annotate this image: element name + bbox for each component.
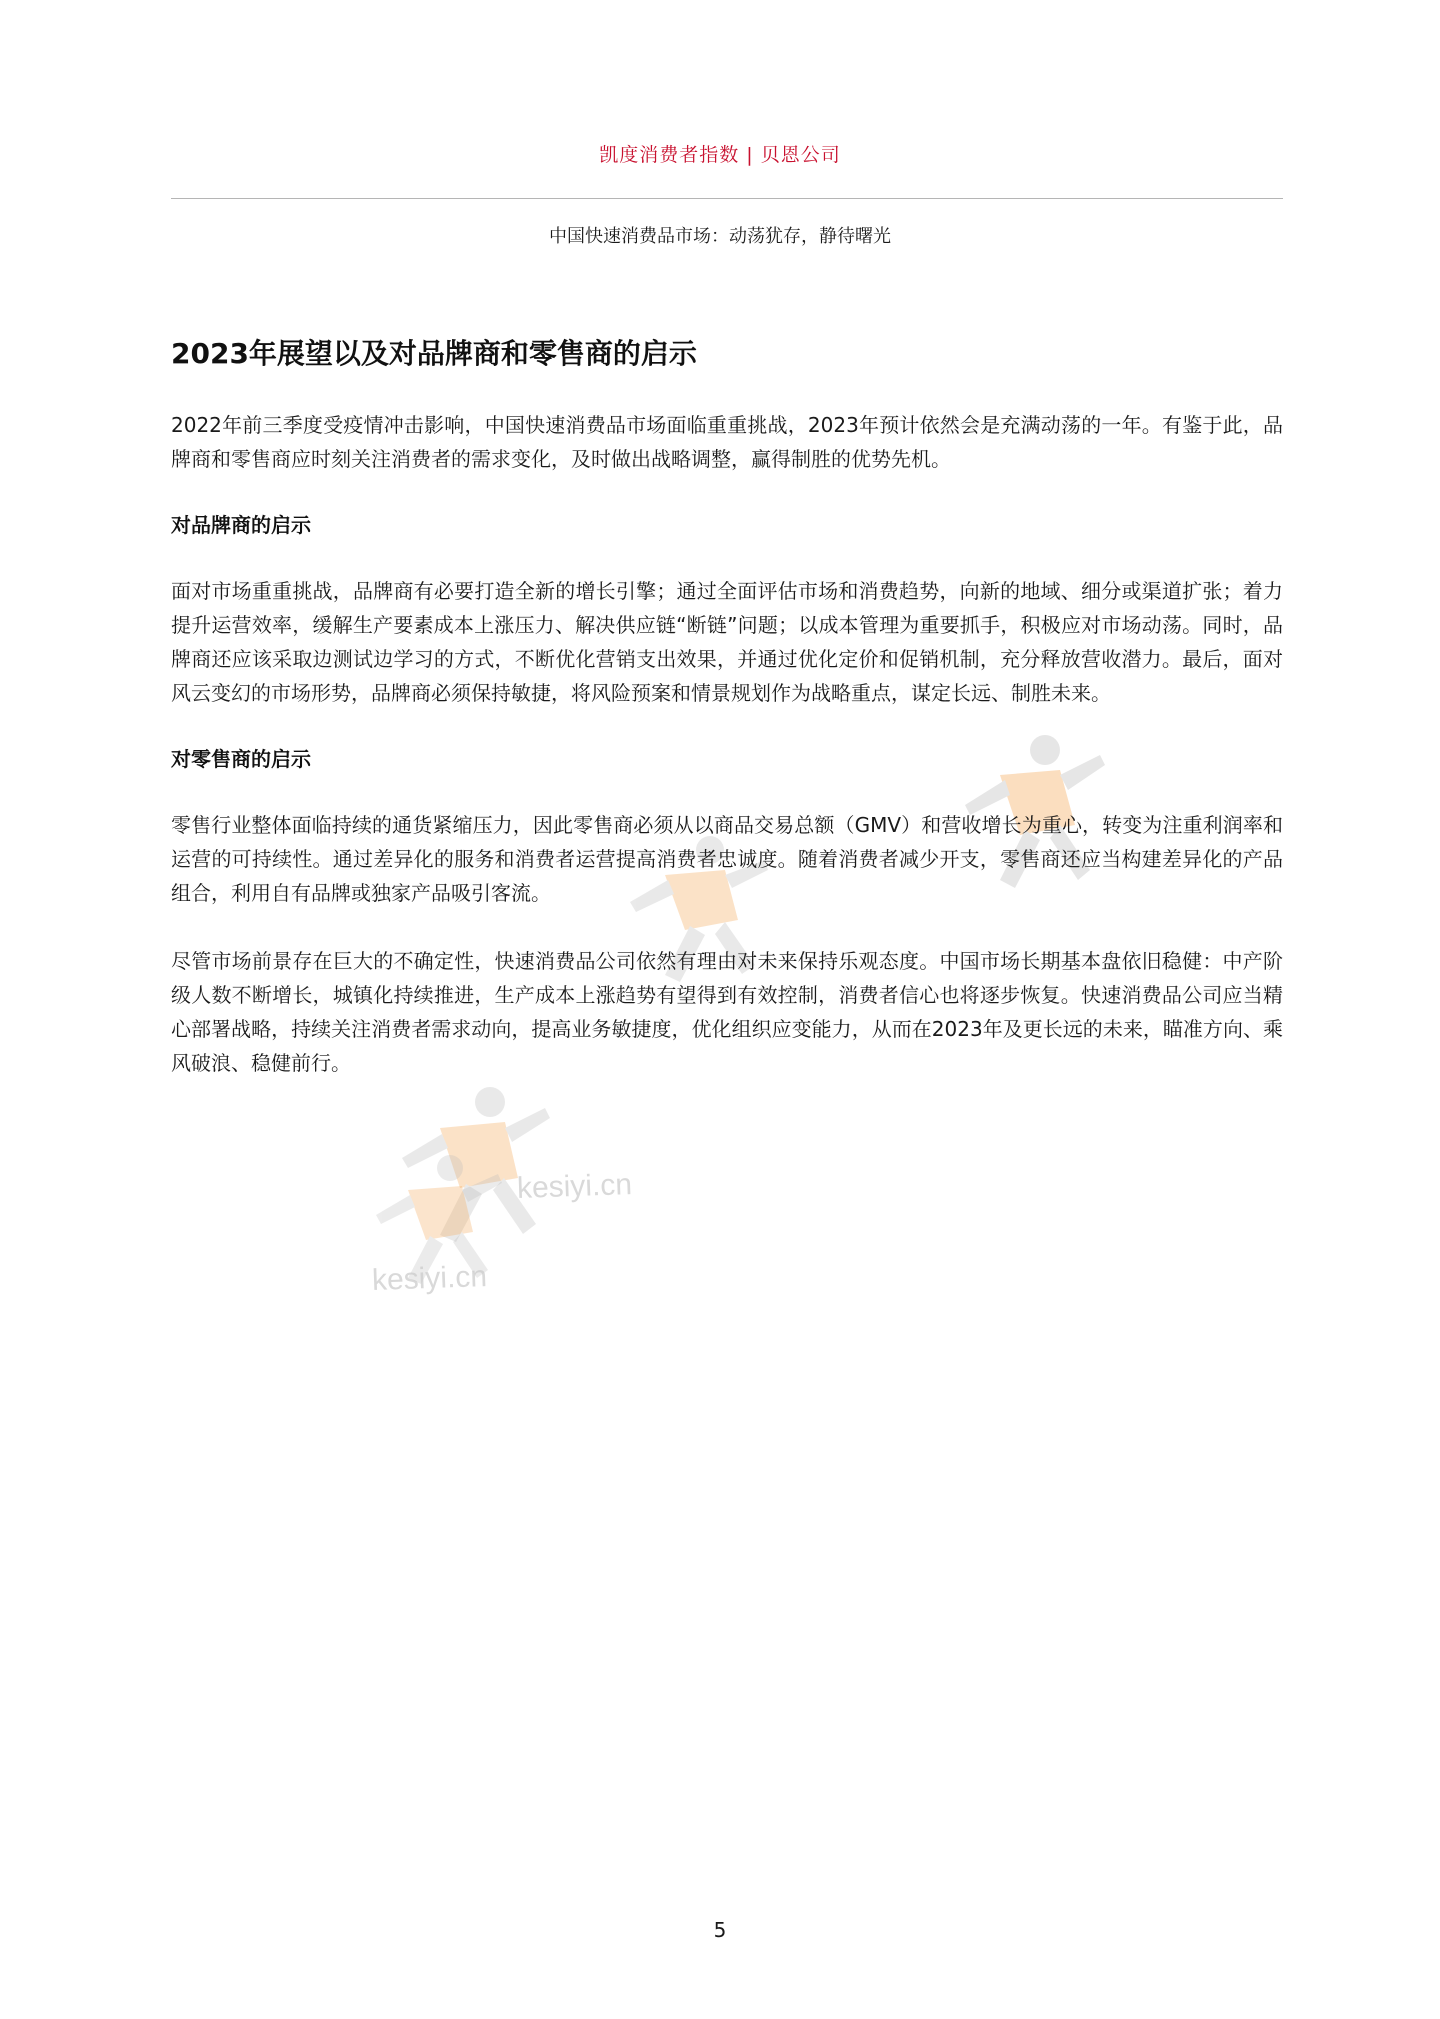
watermark-text: kesiyi.cn <box>516 1168 633 1205</box>
page-number: 5 <box>713 1918 727 1942</box>
retail-paragraph: 零售行业整体面临持续的通货紧缩压力，因此零售商必须从以商品交易总额（GMV）和营收增长为重心，转变为注重利润率和运营的可持续性。通过差异化的服务和消费者运营提高消费者忠诚度。随着消费者减少开支，零售商还应当构建差异化的产品组合，利用自有品牌或独家产品吸引客流。 <box>171 813 1283 905</box>
section-title: 2023年展望以及对品牌商和零售商的启示 <box>171 337 697 370</box>
main-content <box>171 334 1283 1114</box>
watermark-text: kesiyi.cn <box>371 1260 488 1297</box>
header-divider <box>171 198 1283 199</box>
header-brand: 凯度消费者指数 | 贝恩公司 <box>599 144 841 166</box>
brand-heading: 对品牌商的启示 <box>171 513 311 537</box>
retail-heading: 对零售商的启示 <box>171 747 311 771</box>
intro-paragraph: 2022年前三季度受疫情冲击影响，中国快速消费品市场面临重重挑战，2023年预计依然会是充满动荡的一年。有鉴于此，品牌商和零售商应时刻关注消费者的需求变化，及时做出战略调整，赢得制胜的优势先机。 <box>171 413 1283 471</box>
brand-paragraph: 面对市场重重挑战，品牌商有必要打造全新的增长引擎；通过全面评估市场和消费趋势，向新的地域、细分或渠道扩张；着力提升运营效率，缓解生产要素成本上涨压力、解决供应链“断链”问题；以成本管理为重要抓手，积极应对市场动荡。同时，品牌商还应该采取边测试边学习的方式，不断优化营销支出效果，并通过优化定价和促销机制，充分释放营收潜力。最后，面对风云变幻的市场形势，品牌商必须保持敏捷，将风险预案和情景规划作为战略重点，谋定长远、制胜未来。 <box>171 579 1283 705</box>
header-subtitle: 中国快速消费品市场：动荡犹存，静待曙光 <box>549 226 891 247</box>
closing-paragraph: 尽管市场前景存在巨大的不确定性，快速消费品公司依然有理由对未来保持乐观态度。中国市场长期基本盘依旧稳健：中产阶级人数不断增长，城镇化持续推进，生产成本上涨趋势有望得到有效控制，消费者信心也将逐步恢复。快速消费品公司应当精心部署战略，持续关注消费者需求动向，提高业务敏捷度，优化组织应变能力，从而在2023年及更长远的未来，瞄准方向、乘风破浪、稳健前行。 <box>171 949 1283 1075</box>
